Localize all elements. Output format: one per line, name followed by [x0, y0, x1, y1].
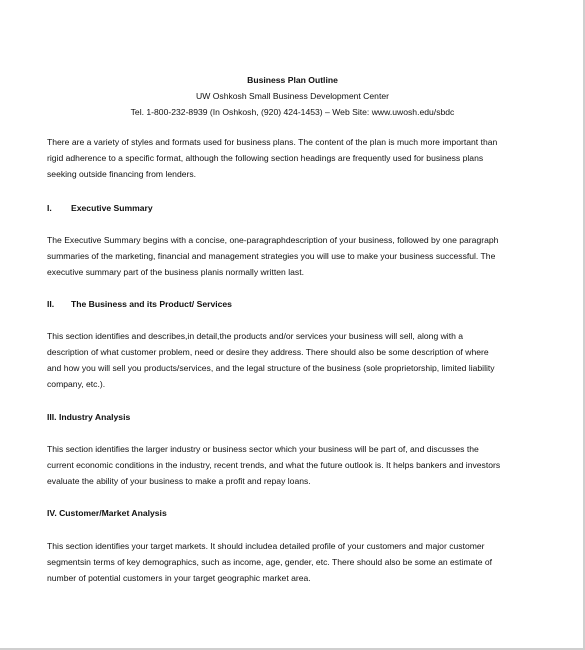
paragraph-line: evaluate the ability of your business to make a profit and repay loans. — [47, 476, 311, 486]
section-heading-industry-analysis — [47, 409, 130, 425]
section-number: I. — [47, 203, 52, 213]
paragraph-line: segmentsin terms of key demographics, such as income, age, gender, etc. There should also be some an estimate of — [47, 557, 493, 567]
paragraph-line: There are a variety of styles and formats used for business plans. The content of the plan is much more important than — [47, 137, 498, 147]
org-name: UW Oshkosh Small Business Development Center — [196, 91, 389, 101]
paragraph-line: This section identifies and describes,in detail,the products and/or services your business will sell, along with a — [47, 331, 464, 341]
section-body-executive-summary — [47, 232, 547, 280]
paragraph-line: number of potential customers in your target geographic market area. — [47, 573, 311, 583]
section-title: The Business and its Product/ Services — [71, 299, 232, 309]
paragraph-line: current economic conditions in the industry, recent trends, and what the future outlook is. It helps bankers and investors — [47, 460, 501, 470]
paragraph-line: and how you will sell you products/services, and the legal structure of the business (sole proprietorship, limited liability — [47, 363, 495, 373]
paragraph-line: rigid adherence to a specific format, although the following section headings are frequently used for business plans — [47, 153, 484, 163]
section-heading-executive-summary — [47, 200, 153, 216]
paragraph-line: The Executive Summary begins with a concise, one-paragraphdescription of your business, followed by one paragraph — [47, 235, 499, 245]
paragraph-line: This section identifies the larger industry or business sector which your business will be part of, and discusses the — [47, 444, 479, 454]
section-title: III. Industry Analysis — [47, 412, 131, 422]
paragraph-line: seeking outside financing from lenders. — [47, 169, 197, 179]
section-title: Executive Summary — [71, 203, 153, 213]
section-heading-customer-market — [47, 505, 167, 521]
document-title: Business Plan Outline — [247, 75, 338, 85]
section-body-business-products — [47, 328, 547, 392]
document-header — [0, 72, 585, 120]
paragraph-line: company, etc.). — [47, 379, 106, 389]
paragraph-line: This section identifies your target markets. It should includea detailed profile of your customers and major customer — [47, 541, 485, 551]
paragraph-line: description of what customer problem, need or desire they address. There should also be some description of where — [47, 347, 489, 357]
section-heading-business-products — [47, 296, 232, 312]
section-body-industry-analysis — [47, 441, 547, 489]
paragraph-line: summaries of the marketing, financial and management strategies you will use to make your business successful. The — [47, 251, 496, 261]
section-number: II. — [47, 299, 55, 309]
section-body-customer-market — [47, 538, 547, 586]
contact-line: Tel. 1-800-232-8939 (In Oshkosh, (920) 424-1453) – Web Site: www.uwosh.edu/sbdc — [130, 107, 455, 117]
intro-paragraph — [47, 134, 547, 182]
paragraph-line: executive summary part of the business planis normally written last. — [47, 267, 304, 277]
section-title: IV. Customer/Market Analysis — [47, 508, 167, 518]
